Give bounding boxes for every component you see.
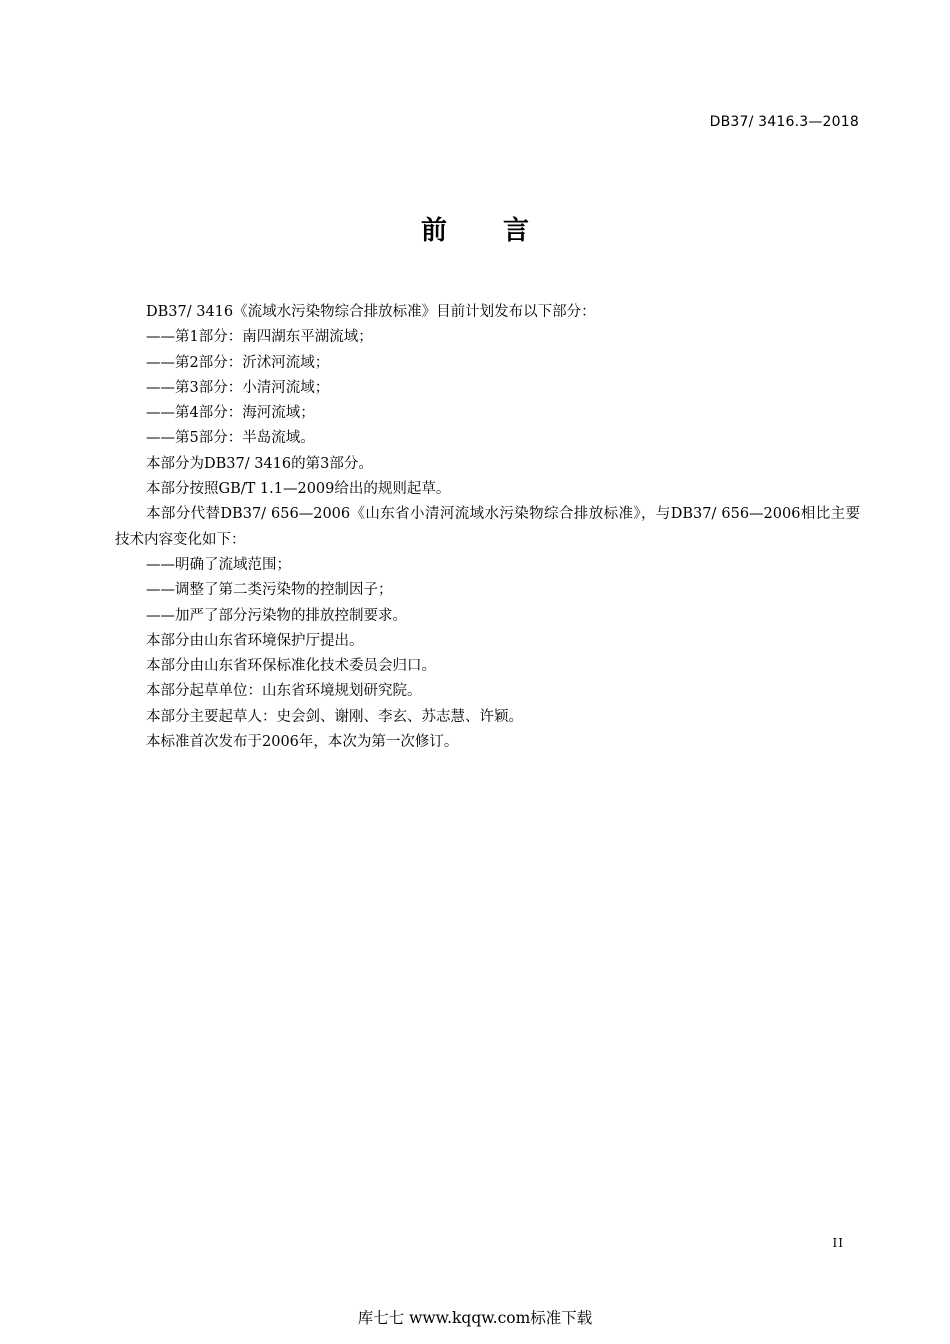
list-item: ——第5部分：半岛流域。	[146, 430, 315, 447]
paragraph: 本部分由山东省环境保护厅提出。	[146, 632, 364, 649]
paragraph: 本部分为DB37/ 3416的第3部分。	[146, 455, 373, 472]
list-item: ——第3部分：小清河流域；	[146, 379, 330, 396]
page-title: 前言	[420, 216, 585, 246]
paragraph: 本部分代替DB37/ 656—2006《山东省小清河流域水污染物综合排放标准》，与DB37/ 656—2006相比主要技术内容变化如下：	[115, 506, 860, 548]
page-number: II	[832, 1236, 844, 1250]
paragraph: 本部分按照GB/T 1.1—2009给出的规则起草。	[146, 481, 451, 498]
list-item: ——明确了流域范围；	[146, 556, 291, 573]
paragraph: 本部分主要起草人：史会剑、谢刚、李玄、苏志慧、许颖。	[146, 708, 523, 725]
list-item: ——调整了第二类污染物的控制因子；	[146, 582, 393, 599]
list-item: ——第1部分：南四湖东平湖流域；	[146, 329, 373, 346]
document-code: DB37/ 3416.3—2018	[709, 114, 859, 130]
list-item: ——第4部分：海河流域；	[146, 405, 315, 422]
paragraph: DB37/ 3416《流域水污染物综合排放标准》目前计划发布以下部分：	[146, 304, 596, 320]
footer-watermark: 库七七 www.kqqw.com标准下载	[357, 1309, 593, 1327]
foreword-body	[115, 300, 860, 755]
paragraph: 本部分由山东省环保标准化技术委员会归口。	[146, 658, 436, 675]
paragraph: 本标准首次发布于2006年，本次为第一次修订。	[146, 734, 459, 751]
list-item: ——加严了部分污染物的排放控制要求。	[146, 607, 407, 624]
paragraph: 本部分起草单位：山东省环境规划研究院。	[146, 683, 422, 700]
list-item: ——第2部分：沂沭河流域；	[146, 354, 330, 371]
